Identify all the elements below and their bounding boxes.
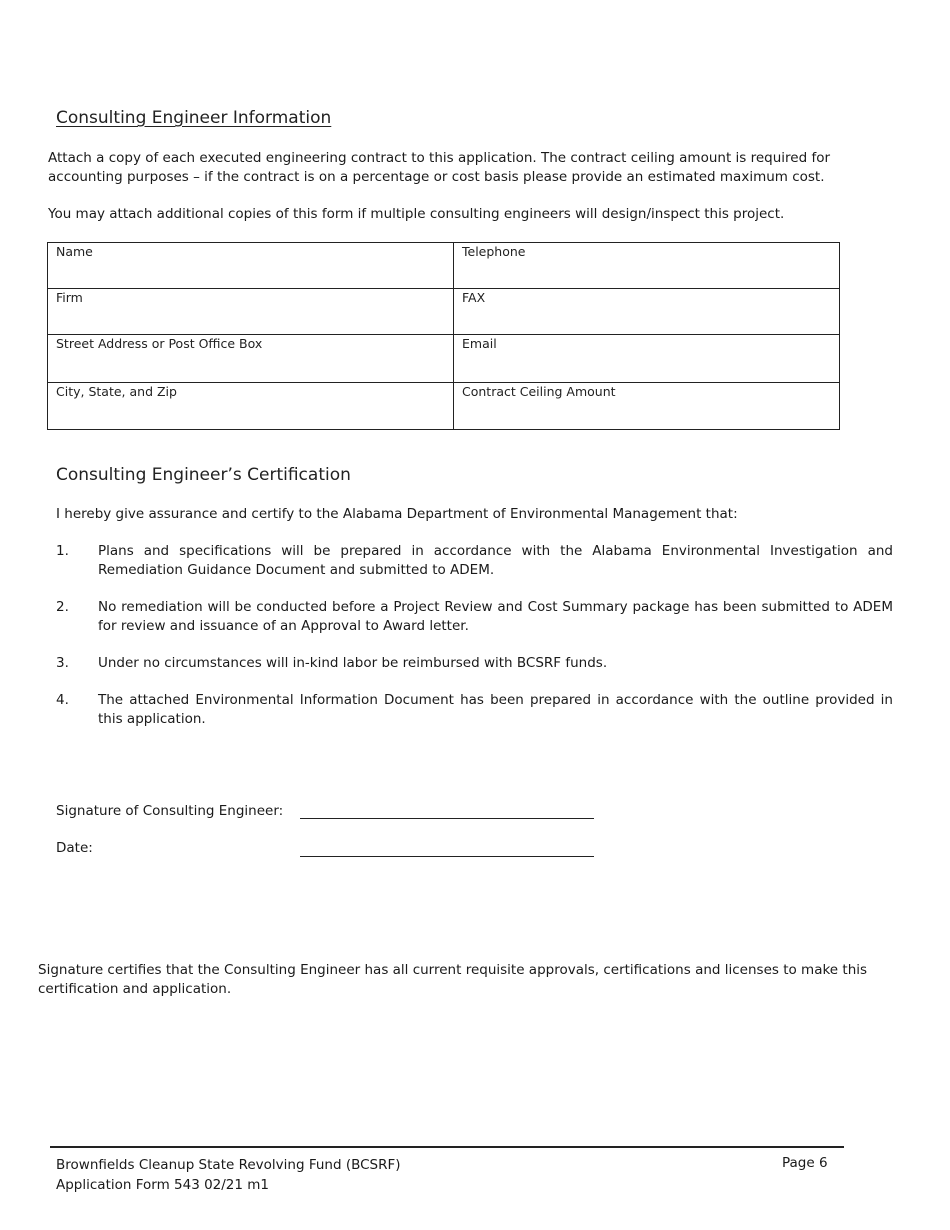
list-item-text: Plans and specifications will be prepared in accordance with the Alabama Environmental Investigation and Remediation Guidance Document and submitted to ADEM.	[98, 543, 893, 578]
table-row	[48, 243, 840, 289]
table-row	[48, 335, 840, 383]
list-item-number: 2.	[56, 599, 69, 615]
list-item-text: No remediation will be conducted before a Project Review and Cost Summary package has been submitted to ADEM for review and issuance of an Approval to Award letter.	[98, 599, 893, 634]
list-item-number: 1.	[56, 543, 69, 559]
telephone-field-label: Telephone	[462, 244, 526, 259]
page-number: Page 6	[782, 1155, 828, 1171]
name-field-label: Name	[56, 244, 93, 259]
certification-note	[38, 961, 938, 999]
footer-form-number: Application Form 543 02/21 m1	[56, 1177, 270, 1193]
list-item	[56, 691, 893, 729]
footer-divider	[50, 1146, 844, 1148]
table-row	[48, 289, 840, 335]
firm-field-label: Firm	[56, 290, 83, 305]
city-state-zip-field[interactable]	[48, 383, 454, 430]
firm-field[interactable]	[48, 289, 454, 335]
fax-field-label: FAX	[462, 290, 486, 305]
signature-label: Signature of Consulting Engineer:	[56, 803, 284, 819]
street-address-field[interactable]	[48, 335, 454, 383]
list-item	[56, 542, 893, 580]
list-item-text: Under no circumstances will in-kind labor be reimbursed with BCSRF funds.	[98, 655, 608, 671]
contract-instructions-line1: Attach a copy of each executed engineering contract to this application. The contract ceiling amount is required for	[48, 150, 831, 166]
list-item	[56, 654, 893, 673]
table-row	[48, 383, 840, 430]
contract-ceiling-field[interactable]	[454, 383, 840, 430]
engineer-info-table	[47, 242, 840, 430]
list-item-text: The attached Environmental Information Document has been prepared in accordance with the outline provided in this application.	[98, 692, 893, 727]
contract-instructions-line2: accounting purposes – if the contract is on a percentage or cost basis please provide an estimated maximum cost.	[48, 169, 825, 185]
section-title-engineer-info: Consulting Engineer Information	[56, 108, 332, 128]
list-item-number: 3.	[56, 655, 69, 671]
certification-intro: I hereby give assurance and certify to the Alabama Department of Environmental Management that:	[56, 506, 738, 522]
fax-field[interactable]	[454, 289, 840, 335]
contract-instructions	[48, 149, 928, 187]
date-line[interactable]	[300, 838, 594, 857]
list-item-number: 4.	[56, 692, 69, 708]
date-label: Date:	[56, 840, 93, 856]
additional-copies-note: You may attach additional copies of this form if multiple consulting engineers will design/inspect this project.	[48, 206, 785, 222]
section-title-certification: Consulting Engineer’s Certification	[56, 465, 351, 485]
contract-ceiling-field-label: Contract Ceiling Amount	[462, 384, 616, 399]
email-field-label: Email	[462, 336, 497, 351]
telephone-field[interactable]	[454, 243, 840, 289]
certification-note-line2: certification and application.	[38, 981, 232, 997]
footer-form-info	[56, 1155, 401, 1195]
name-field[interactable]	[48, 243, 454, 289]
list-item	[56, 598, 893, 636]
city-state-zip-field-label: City, State, and Zip	[56, 384, 177, 399]
certification-note-line1: Signature certifies that the Consulting Engineer has all current requisite approvals, certifications and licenses to make this	[38, 962, 868, 978]
email-field[interactable]	[454, 335, 840, 383]
footer-fund-name: Brownfields Cleanup State Revolving Fund (BCSRF)	[56, 1157, 401, 1173]
signature-line[interactable]	[300, 800, 594, 819]
street-address-field-label: Street Address or Post Office Box	[56, 336, 263, 351]
